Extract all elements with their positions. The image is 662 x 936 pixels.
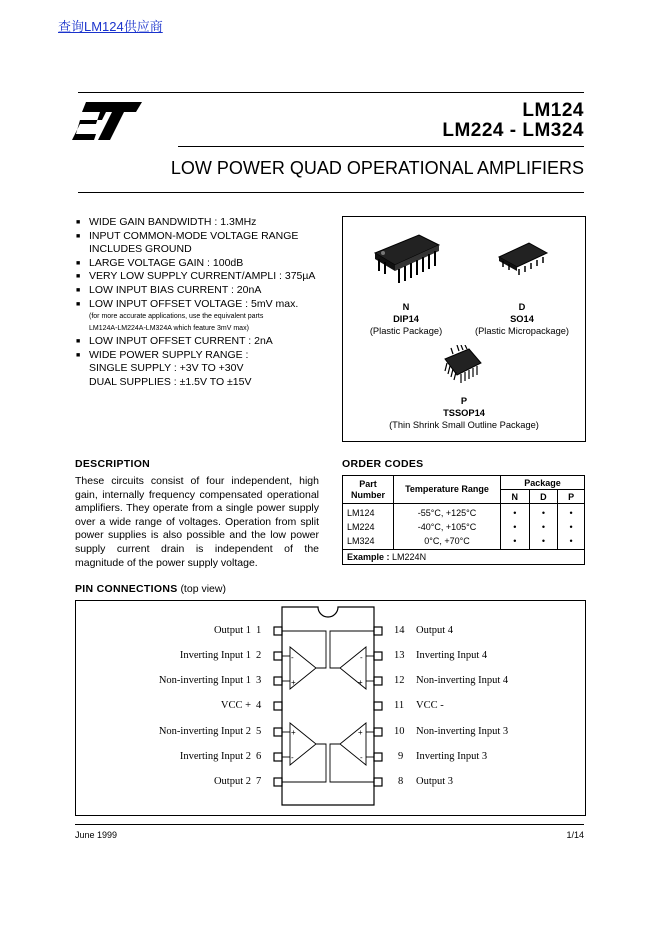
pin-connections-heading: PIN CONNECTIONS	[75, 583, 178, 595]
order-codes-heading: ORDER CODES	[342, 458, 424, 470]
pin-number: 14	[394, 625, 405, 636]
feature-item: ■ WIDE POWER SUPPLY RANGE :	[76, 349, 338, 363]
top-link[interactable]: 查询LM124供应商	[58, 19, 163, 34]
page-title: LOW POWER QUAD OPERATIONAL AMPLIFIERS	[170, 158, 584, 178]
table-cell: •	[513, 535, 517, 546]
description-text: These circuits consist of four independent, high gain, internally frequency compensated operational amplifiers. They operate from a single power supply over a wide range of voltages. Operation from split power supplies is also possible and the low power supply current drain is independent of the magnitude of the power supply voltage.	[75, 475, 319, 569]
table-cell: -40°C, +105°C	[417, 521, 477, 532]
pin-connections-box	[75, 600, 586, 816]
package-d-code: D	[518, 302, 526, 312]
package-n	[351, 301, 461, 337]
opamp-3-minus: -	[360, 753, 363, 762]
order-codes-body	[343, 504, 585, 550]
feature-item: ■ LOW INPUT OFFSET CURRENT : 2nA	[76, 335, 338, 349]
tssop14-package-icon	[439, 345, 485, 387]
package-n-name: DIP14	[393, 314, 419, 324]
table-cell: 0°C, +70°C	[424, 535, 470, 546]
example-label: Example :	[347, 552, 390, 562]
pin-number: 12	[394, 675, 405, 686]
table-cell: •	[541, 535, 545, 546]
package-n-desc: (Plastic Package)	[369, 326, 443, 336]
opamp-2-minus: -	[291, 753, 294, 762]
pin-number: 8	[398, 776, 404, 787]
pin-label: Inverting Input 1	[179, 650, 251, 661]
pin-label: Inverting Input 3	[416, 751, 488, 762]
package-d-name: SO14	[510, 314, 534, 324]
pin-number: 10	[394, 726, 405, 737]
feature-item: ■ LARGE VOLTAGE GAIN : 100dB	[76, 257, 338, 271]
package-p-name: TSSOP14	[443, 408, 485, 418]
pin-label: Non-inverting Input 2	[158, 726, 251, 737]
header-mid-rule	[178, 146, 584, 147]
header-bottom-rule	[78, 192, 584, 193]
feature-note: LM124A-LM224A-LM324A which feature 3mV max)	[89, 325, 249, 333]
col-d-header: D	[529, 490, 558, 504]
opamp-1-minus: -	[291, 653, 294, 662]
package-n-code: N	[402, 302, 410, 312]
pin-label: VCC -	[416, 700, 444, 711]
feature-item: ■ INPUT COMMON-MODE VOLTAGE RANGE INCLUDES GROUND	[76, 230, 338, 257]
st-logo	[72, 98, 144, 142]
pin-label: Inverting Input 2	[179, 751, 251, 762]
opamp-1-plus: +	[291, 678, 296, 687]
col-part-header: Part Number	[343, 476, 394, 504]
table-cell: •	[569, 535, 573, 546]
package-p-code: P	[460, 396, 468, 406]
pin-label: Non-inverting Input 1	[158, 675, 251, 686]
pin-number: 1	[256, 625, 262, 636]
supply-single: SINGLE SUPPLY : +3V TO +30V	[89, 362, 244, 375]
col-p-header: P	[558, 490, 585, 504]
feature-item: ■ LOW INPUT BIAS CURRENT : 20nA	[76, 284, 338, 298]
pin-number: 6	[256, 751, 262, 762]
example-value: LM224N	[392, 552, 427, 562]
pin-number: 4	[256, 700, 262, 711]
feature-item: ■ LOW INPUT OFFSET VOLTAGE : 5mV max.	[76, 298, 338, 312]
opamp-4-plus: +	[358, 678, 363, 687]
dip14-package-icon	[369, 231, 443, 287]
description-heading: DESCRIPTION	[75, 458, 151, 470]
package-d	[467, 301, 577, 337]
pin-connections-subheading: (top view)	[180, 583, 226, 595]
pin-number: 5	[256, 726, 262, 737]
opamp-4-minus: -	[360, 653, 363, 662]
pin-number: 2	[256, 650, 262, 661]
feature-item: ■ WIDE GAIN BANDWIDTH : 1.3MHz	[76, 216, 338, 230]
package-p	[351, 395, 577, 431]
pin-label: Non-inverting Input 3	[416, 726, 509, 737]
col-n-header: N	[501, 490, 530, 504]
feature-item: ■ VERY LOW SUPPLY CURRENT/AMPLI : 375µA	[76, 270, 338, 284]
left-pin-labels	[76, 601, 251, 815]
example-row	[343, 550, 585, 565]
pin-label: Non-inverting Input 4	[416, 675, 509, 686]
feature-note: (for more accurate applications, use the equivalent parts	[89, 313, 264, 321]
part-number-secondary: LM224 - LM324	[442, 120, 584, 141]
table-cell: •	[541, 507, 545, 518]
table-cell: •	[513, 507, 517, 518]
opamp-2-plus: +	[291, 728, 296, 737]
col-temp-header: Temperature Range	[394, 476, 501, 504]
pin-number: 3	[256, 675, 262, 686]
pin-label: Output 4	[416, 625, 454, 636]
ic-pinout-diagram	[268, 601, 388, 813]
pin-number: 11	[394, 700, 405, 711]
pin-number: 13	[394, 650, 405, 661]
table-cell: •	[569, 521, 573, 532]
order-codes-table	[342, 475, 585, 565]
footer-date: June 1999	[75, 830, 118, 840]
pin-number: 9	[398, 751, 404, 762]
pin-label: Output 1	[213, 625, 251, 636]
pin-label: Output 2	[213, 776, 251, 787]
pin-number: 7	[256, 776, 262, 787]
supply-dual: DUAL SUPPLIES : ±1.5V TO ±15V	[89, 375, 252, 388]
table-cell: •	[513, 521, 517, 532]
table-cell: -55°C, +125°C	[417, 507, 477, 518]
header-top-rule	[78, 92, 584, 93]
pin-connections-title	[75, 583, 226, 595]
pin-label: Inverting Input 4	[416, 650, 488, 661]
opamp-3-plus: +	[358, 728, 363, 737]
part-number-primary: LM124	[522, 100, 584, 121]
footer-page: 1/14	[566, 830, 584, 840]
package-p-desc: (Thin Shrink Small Outline Package)	[389, 420, 539, 430]
pin-label: Output 3	[416, 776, 454, 787]
footer-rule	[75, 824, 584, 825]
package-d-desc: (Plastic Micropackage)	[474, 326, 570, 336]
so14-package-icon	[495, 239, 551, 279]
table-cell: •	[569, 507, 573, 518]
table-cell: LM124	[347, 507, 375, 518]
package-box	[342, 216, 586, 442]
col-package-header: Package	[501, 476, 585, 490]
table-cell: LM324	[347, 535, 375, 546]
pin-label: VCC +	[220, 700, 251, 711]
features-list	[76, 216, 338, 390]
table-cell: •	[541, 521, 545, 532]
table-cell: LM224	[347, 521, 375, 532]
